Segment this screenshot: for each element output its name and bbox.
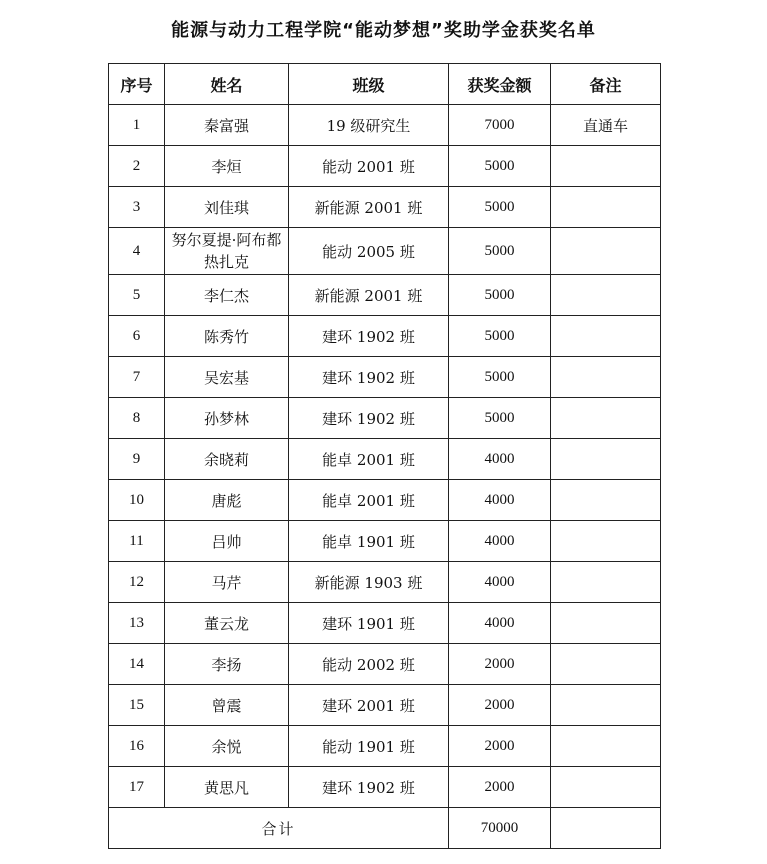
- table-row: [109, 357, 661, 398]
- cell-note: [551, 480, 661, 521]
- cell-amount: 5000: [449, 187, 551, 228]
- cell-note: 直通车: [551, 105, 661, 146]
- cell-amount: 2000: [449, 685, 551, 726]
- table-row: [109, 275, 661, 316]
- cell-class: 新能源 2001 班: [289, 275, 449, 316]
- cell-name: 吕帅: [165, 521, 289, 562]
- cell-class: 建环 1902 班: [289, 357, 449, 398]
- table-row: [109, 767, 661, 808]
- cell-note: [551, 603, 661, 644]
- cell-name: 李扬: [165, 644, 289, 685]
- total-label: 合计: [109, 808, 449, 849]
- cell-name: 陈秀竹: [165, 316, 289, 357]
- cell-amount: 7000: [449, 105, 551, 146]
- cell-class: 建环 2001 班: [289, 685, 449, 726]
- cell-note: [551, 187, 661, 228]
- cell-note: [551, 562, 661, 603]
- cell-amount: 5000: [449, 316, 551, 357]
- cell-name: 黄思凡: [165, 767, 289, 808]
- cell-index: 15: [109, 685, 165, 726]
- cell-note: [551, 228, 661, 275]
- cell-amount: 4000: [449, 439, 551, 480]
- table-row: [109, 398, 661, 439]
- cell-index: 1: [109, 105, 165, 146]
- cell-note: [551, 521, 661, 562]
- cell-name: 董云龙: [165, 603, 289, 644]
- table-row: [109, 726, 661, 767]
- cell-amount: 5000: [449, 228, 551, 275]
- total-amount: 70000: [449, 808, 551, 849]
- cell-note: [551, 275, 661, 316]
- cell-class: 能动 1901 班: [289, 726, 449, 767]
- total-row: [109, 808, 661, 849]
- cell-note: [551, 357, 661, 398]
- cell-name: 孙梦林: [165, 398, 289, 439]
- cell-name: 努尔夏提·阿布都热扎克: [165, 228, 289, 275]
- cell-note: [551, 398, 661, 439]
- cell-amount: 2000: [449, 644, 551, 685]
- cell-name: 曾震: [165, 685, 289, 726]
- cell-index: 4: [109, 228, 165, 275]
- cell-index: 3: [109, 187, 165, 228]
- award-table: [108, 63, 661, 849]
- header-name: 姓名: [165, 64, 289, 105]
- cell-name: 刘佳琪: [165, 187, 289, 228]
- cell-amount: 5000: [449, 146, 551, 187]
- cell-amount: 4000: [449, 562, 551, 603]
- cell-name: 唐彪: [165, 480, 289, 521]
- table-row: [109, 644, 661, 685]
- table-row: [109, 439, 661, 480]
- cell-amount: 5000: [449, 357, 551, 398]
- cell-amount: 2000: [449, 726, 551, 767]
- cell-amount: 4000: [449, 480, 551, 521]
- cell-index: 7: [109, 357, 165, 398]
- cell-class: 能动 2001 班: [289, 146, 449, 187]
- cell-index: 16: [109, 726, 165, 767]
- cell-index: 10: [109, 480, 165, 521]
- cell-index: 6: [109, 316, 165, 357]
- table-row: [109, 562, 661, 603]
- cell-name: 余悦: [165, 726, 289, 767]
- cell-class: 能卓 1901 班: [289, 521, 449, 562]
- cell-note: [551, 767, 661, 808]
- cell-amount: 4000: [449, 521, 551, 562]
- cell-index: 9: [109, 439, 165, 480]
- table-row: [109, 228, 661, 275]
- header-class: 班级: [289, 64, 449, 105]
- header-index: 序号: [109, 64, 165, 105]
- page-title: 能源与动力工程学院“能动梦想”奖助学金获奖名单: [171, 20, 596, 41]
- cell-class: 能卓 2001 班: [289, 439, 449, 480]
- cell-name: 李仁杰: [165, 275, 289, 316]
- cell-name: 余晓莉: [165, 439, 289, 480]
- cell-class: 建环 1902 班: [289, 316, 449, 357]
- cell-amount: 5000: [449, 275, 551, 316]
- cell-index: 2: [109, 146, 165, 187]
- cell-amount: 4000: [449, 603, 551, 644]
- cell-note: [551, 439, 661, 480]
- table-row: [109, 685, 661, 726]
- table-row: [109, 146, 661, 187]
- cell-index: 11: [109, 521, 165, 562]
- cell-note: [551, 685, 661, 726]
- cell-class: 建环 1901 班: [289, 603, 449, 644]
- cell-amount: 2000: [449, 767, 551, 808]
- cell-class: 新能源 1903 班: [289, 562, 449, 603]
- cell-name: 秦富强: [165, 105, 289, 146]
- cell-class: 建环 1902 班: [289, 767, 449, 808]
- cell-class: 能卓 2001 班: [289, 480, 449, 521]
- cell-note: [551, 726, 661, 767]
- cell-class: 19 级研究生: [289, 105, 449, 146]
- table-row: [109, 105, 661, 146]
- table-row: [109, 316, 661, 357]
- cell-index: 17: [109, 767, 165, 808]
- table-header-row: [109, 64, 661, 105]
- cell-index: 12: [109, 562, 165, 603]
- cell-name: 李烜: [165, 146, 289, 187]
- cell-index: 5: [109, 275, 165, 316]
- header-amount: 获奖金额: [449, 64, 551, 105]
- cell-note: [551, 316, 661, 357]
- total-note: [551, 808, 661, 849]
- cell-class: 能动 2002 班: [289, 644, 449, 685]
- cell-class: 新能源 2001 班: [289, 187, 449, 228]
- table-row: [109, 603, 661, 644]
- cell-note: [551, 644, 661, 685]
- table-row: [109, 187, 661, 228]
- cell-note: [551, 146, 661, 187]
- cell-class: 建环 1902 班: [289, 398, 449, 439]
- cell-amount: 5000: [449, 398, 551, 439]
- cell-index: 8: [109, 398, 165, 439]
- cell-name: 吴宏基: [165, 357, 289, 398]
- table-row: [109, 480, 661, 521]
- header-note: 备注: [551, 64, 661, 105]
- cell-index: 14: [109, 644, 165, 685]
- cell-index: 13: [109, 603, 165, 644]
- table-row: [109, 521, 661, 562]
- cell-name: 马芹: [165, 562, 289, 603]
- cell-class: 能动 2005 班: [289, 228, 449, 275]
